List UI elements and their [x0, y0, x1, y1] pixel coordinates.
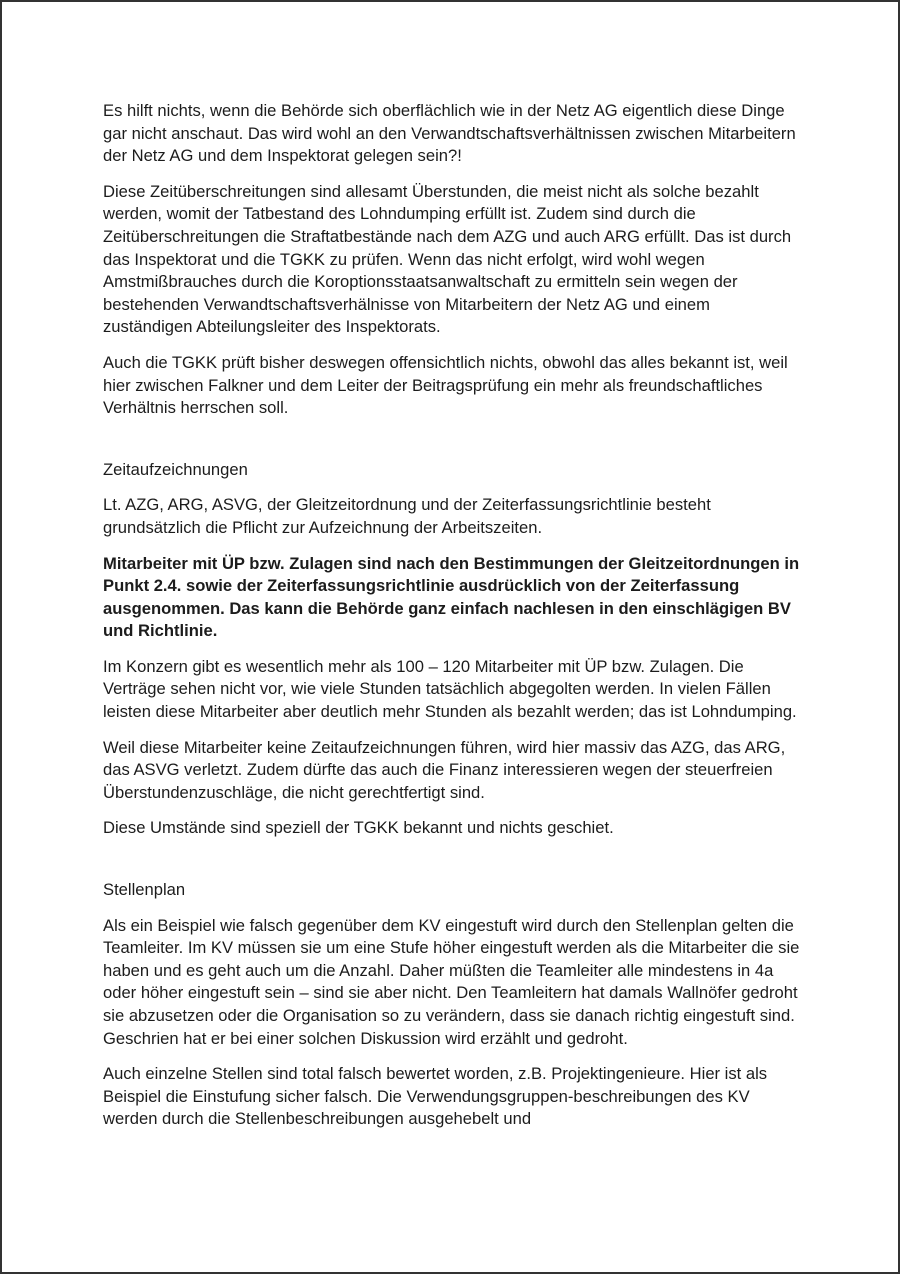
paragraph-3: Auch die TGKK prüft bisher deswegen offensichtlich nichts, obwohl das alles bekannt ist, weil hier zwischen Falkner und dem Leiter der Beitragsprüfung ein mehr als freundschaftliches Verhältnis herrschen soll.	[103, 352, 788, 418]
paragraph-5-bold: Mitarbeiter mit ÜP bzw. Zulagen sind nach den Bestimmungen der Gleitzeitordnungen in Punkt 2.4. sowie der Zeiterfassungsrichtlinie ausdrücklich von der Zeiterfassung ausgenommen. Das kann die Behörde ganz einfach nachlesen in den einschlägigen BV und Richtlinie.	[103, 553, 800, 641]
paragraph-8: Diese Umstände sind speziell der TGKK bekannt und nichts geschiet.	[103, 818, 614, 838]
paragraph-1: Es hilft nichts, wenn die Behörde sich oberflächlich wie in der Netz AG eigentlich diese Dinge gar nicht anschaut. Das wird wohl an den Verwandtschaftsverhältnissen zwischen Mitarbeitern der Netz AG und dem Inspektorat gelegen sein?!	[103, 101, 796, 166]
paragraph-9: Als ein Beispiel wie falsch gegenüber dem KV eingestuft wird durch den Stellenplan gelten die Teamleiter. Im KV müssen sie um eine Stufe höher eingestuft werden als die Mitarbeiter die sie haben und es geht auch um die Anzahl. Daher müßten die Teamleiter alle mindestens in 4a oder höher eingestuft sein – sind sie aber nicht. Den Teamleitern hat damals Wallnöfer gedroht sie abzusetzen oder die Organisation so zu verändern, dass sie danach richtig eingestuft sind. Geschrien hat er bei einer solchen Diskussion wird erzählt und gedroht.	[103, 915, 800, 1048]
paragraph-4: Lt. AZG, ARG, ASVG, der Gleitzeitordnung und der Zeiterfassungsrichtlinie besteht grundsätzlich die Pflicht zur Aufzeichnung der Arbeitszeiten.	[103, 495, 711, 537]
document-body	[103, 100, 803, 1144]
paragraph-6: Im Konzern gibt es wesentlich mehr als 100 – 120 Mitarbeiter mit ÜP bzw. Zulagen. Die Verträge sehen nicht vor, wie viele Stunden tatsächlich abgegolten werden. In vielen Fällen leisten diese Mitarbeiter aber deutlich mehr Stunden als bezahlt werden; das ist Lohndumping.	[103, 656, 797, 722]
section-heading-zeitaufzeichnungen: Zeitaufzeichnungen	[103, 459, 248, 479]
paragraph-7: Weil diese Mitarbeiter keine Zeitaufzeichnungen führen, wird hier massiv das AZG, das ARG, das ASVG verletzt. Zudem dürfte das auch die Finanz interessieren wegen der steuerfreien Überstundenzuschläge, die nicht gerechtfertigt sind.	[103, 737, 786, 802]
paragraph-2: Diese Zeitüberschreitungen sind allesamt Überstunden, die meist nicht als solche bezahlt werden, womit der Tatbestand des Lohndumping erfüllt ist. Zudem sind durch die Zeitüberschreitungen die Straftatbestände nach dem AZG und auch ARG erfüllt. Das ist durch das Inspektorat und die TGKK zu prüfen. Wenn das nicht erfolgt, wird wohl wegen Amstmißbrauches durch die Koroptionsstaatsanwaltschaft zu ermitteln sein wegen der bestehenden Verwandtschaftsverhälnisse von Mitarbeitern der Netz AG und einem zuständigen Abteilungsleiter des Inspektorats.	[103, 181, 792, 337]
paragraph-10: Auch einzelne Stellen sind total falsch bewertet worden, z.B. Projektingenieure. Hier ist als Beispiel die Einstufung sicher falsch. Die Verwendungsgruppen-beschreibungen des KV werden durch die Stellenbeschreibungen ausgehebelt und	[103, 1064, 768, 1129]
section-heading-stellenplan: Stellenplan	[103, 880, 186, 900]
